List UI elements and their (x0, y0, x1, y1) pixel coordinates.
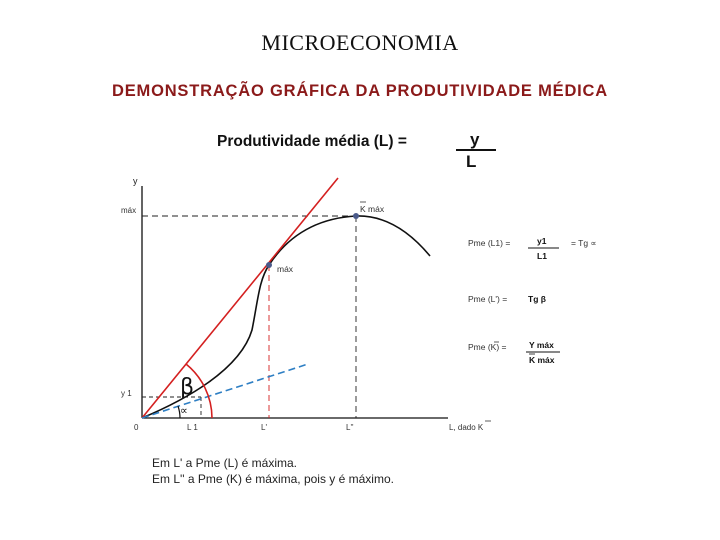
eq1-denominator: L1 (537, 251, 547, 261)
eq2-value: Tg β (528, 294, 546, 304)
y-max-label: máx (121, 206, 137, 215)
page-title: MICROECONOMIA (261, 30, 459, 55)
eq3-numerator: Y máx (529, 340, 554, 350)
x-tick-lprime: L' (261, 423, 267, 432)
alpha-label: ∝ (180, 404, 188, 417)
y1-label: y 1 (121, 389, 132, 398)
formula-numerator: y (470, 130, 480, 149)
tangent-ray (142, 178, 338, 418)
caption-block (152, 455, 394, 487)
max-point (266, 262, 272, 268)
y-axis-label: y (133, 176, 138, 186)
x-axis-end-label: L, dado K (449, 423, 484, 432)
eq3-left: Pme (K) = (468, 342, 507, 352)
average-ray (142, 364, 308, 418)
x-tick-l1: L 1 (187, 423, 198, 432)
beta-label: β (180, 375, 195, 400)
page-subtitle: DEMONSTRAÇÃO GRÁFICA DA PRODUTIVIDADE MÉDICA (112, 82, 608, 100)
k-max-point (353, 213, 359, 219)
caption-line-2: Em L'' a Pme (K) é máxima, pois y é máximo. (152, 472, 394, 486)
eq2-left: Pme (L') = (468, 294, 508, 304)
formula-label: Produtividade média (L) = (217, 133, 407, 150)
origin-label: 0 (134, 423, 139, 432)
k-max-label: K máx (360, 204, 385, 214)
eq1-right: = Tg ∝ (571, 238, 597, 248)
eq1-left: Pme (L1) = (468, 238, 511, 248)
x-tick-ldoubleprime: L'' (346, 423, 354, 432)
eq1-numerator: y1 (537, 236, 547, 246)
eq3-denominator: K máx (529, 355, 555, 365)
max-label: máx (277, 264, 294, 274)
caption-line-1: Em L' a Pme (L) é máxima. (152, 456, 297, 470)
formula-denominator: L (466, 152, 477, 171)
